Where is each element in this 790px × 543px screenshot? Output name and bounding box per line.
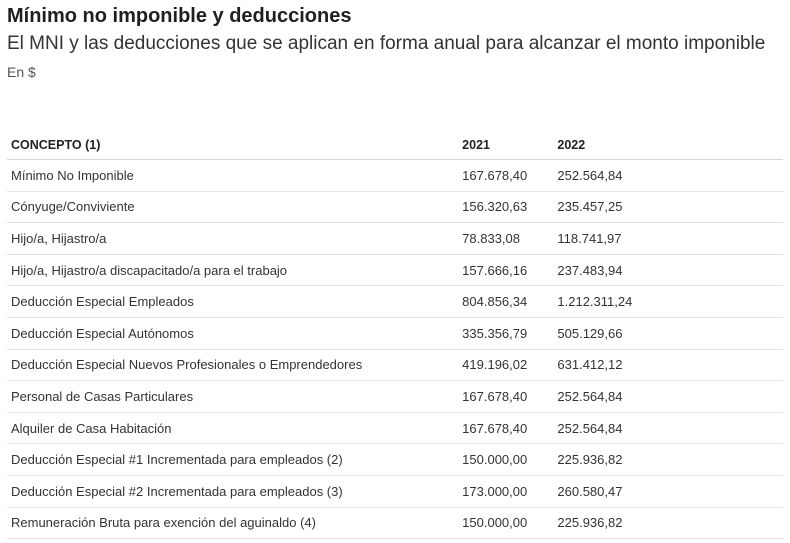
unit-label: En $ bbox=[7, 64, 36, 80]
cell-2022: 118.741,97 bbox=[553, 223, 783, 255]
table-row bbox=[7, 286, 783, 318]
table-header-row bbox=[7, 130, 783, 160]
table-row bbox=[7, 191, 783, 223]
table-row bbox=[7, 475, 783, 507]
cell-2022: 237.483,94 bbox=[553, 254, 783, 286]
table-row bbox=[7, 223, 783, 255]
table-row bbox=[7, 349, 783, 381]
table-body bbox=[7, 160, 783, 539]
cell-concepto: Mínimo No Imponible bbox=[7, 160, 458, 192]
cell-2022: 1.212.311,24 bbox=[553, 286, 783, 318]
cell-concepto: Deducción Especial #2 Incrementada para empleados (3) bbox=[7, 475, 458, 507]
cell-2022: 252.564,84 bbox=[553, 381, 783, 413]
cell-concepto: Cónyuge/Conviviente bbox=[7, 191, 458, 223]
header-concepto: CONCEPTO (1) bbox=[7, 130, 458, 160]
cell-2021: 78.833,08 bbox=[458, 223, 553, 255]
cell-2021: 167.678,40 bbox=[458, 412, 553, 444]
cell-2021: 167.678,40 bbox=[458, 160, 553, 192]
cell-2022: 252.564,84 bbox=[553, 412, 783, 444]
cell-2022: 260.580,47 bbox=[553, 475, 783, 507]
cell-2022: 235.457,25 bbox=[553, 191, 783, 223]
cell-2022: 252.564,84 bbox=[553, 160, 783, 192]
cell-concepto: Personal de Casas Particulares bbox=[7, 381, 458, 413]
cell-2021: 167.678,40 bbox=[458, 381, 553, 413]
table-row bbox=[7, 317, 783, 349]
header-2022: 2022 bbox=[553, 130, 783, 160]
cell-2021: 335.356,79 bbox=[458, 317, 553, 349]
cell-concepto: Deducción Especial Autónomos bbox=[7, 317, 458, 349]
cell-concepto: Hijo/a, Hijastro/a discapacitado/a para el trabajo bbox=[7, 254, 458, 286]
cell-concepto: Deducción Especial #1 Incrementada para empleados (2) bbox=[7, 444, 458, 476]
cell-concepto: Alquiler de Casa Habitación bbox=[7, 412, 458, 444]
table-row bbox=[7, 160, 783, 192]
table-row bbox=[7, 444, 783, 476]
page-title: Mínimo no imponible y deducciones bbox=[7, 5, 352, 27]
chart-container bbox=[7, 0, 783, 531]
cell-concepto: Deducción Especial Nuevos Profesionales o Emprendedores bbox=[7, 349, 458, 381]
header-2021: 2021 bbox=[458, 130, 553, 160]
cell-2021: 173.000,00 bbox=[458, 475, 553, 507]
cell-concepto: Deducción Especial Empleados bbox=[7, 286, 458, 318]
cell-2022: 631.412,12 bbox=[553, 349, 783, 381]
cell-2021: 157.666,16 bbox=[458, 254, 553, 286]
table-row bbox=[7, 507, 783, 539]
cell-concepto: Remuneración Bruta para exención del aguinaldo (4) bbox=[7, 507, 458, 539]
cell-concepto: Hijo/a, Hijastro/a bbox=[7, 223, 458, 255]
cell-2021: 150.000,00 bbox=[458, 507, 553, 539]
cell-2021: 156.320,63 bbox=[458, 191, 553, 223]
table-row bbox=[7, 381, 783, 413]
table-row bbox=[7, 412, 783, 444]
cell-2022: 225.936,82 bbox=[553, 507, 783, 539]
table-row bbox=[7, 254, 783, 286]
cell-2022: 225.936,82 bbox=[553, 444, 783, 476]
cell-2021: 419.196,02 bbox=[458, 349, 553, 381]
cell-2021: 804.856,34 bbox=[458, 286, 553, 318]
data-table bbox=[7, 130, 783, 539]
page-subtitle: El MNI y las deducciones que se aplican en forma anual para alcanzar el monto imponible bbox=[7, 33, 766, 54]
cell-2021: 150.000,00 bbox=[458, 444, 553, 476]
cell-2022: 505.129,66 bbox=[553, 317, 783, 349]
